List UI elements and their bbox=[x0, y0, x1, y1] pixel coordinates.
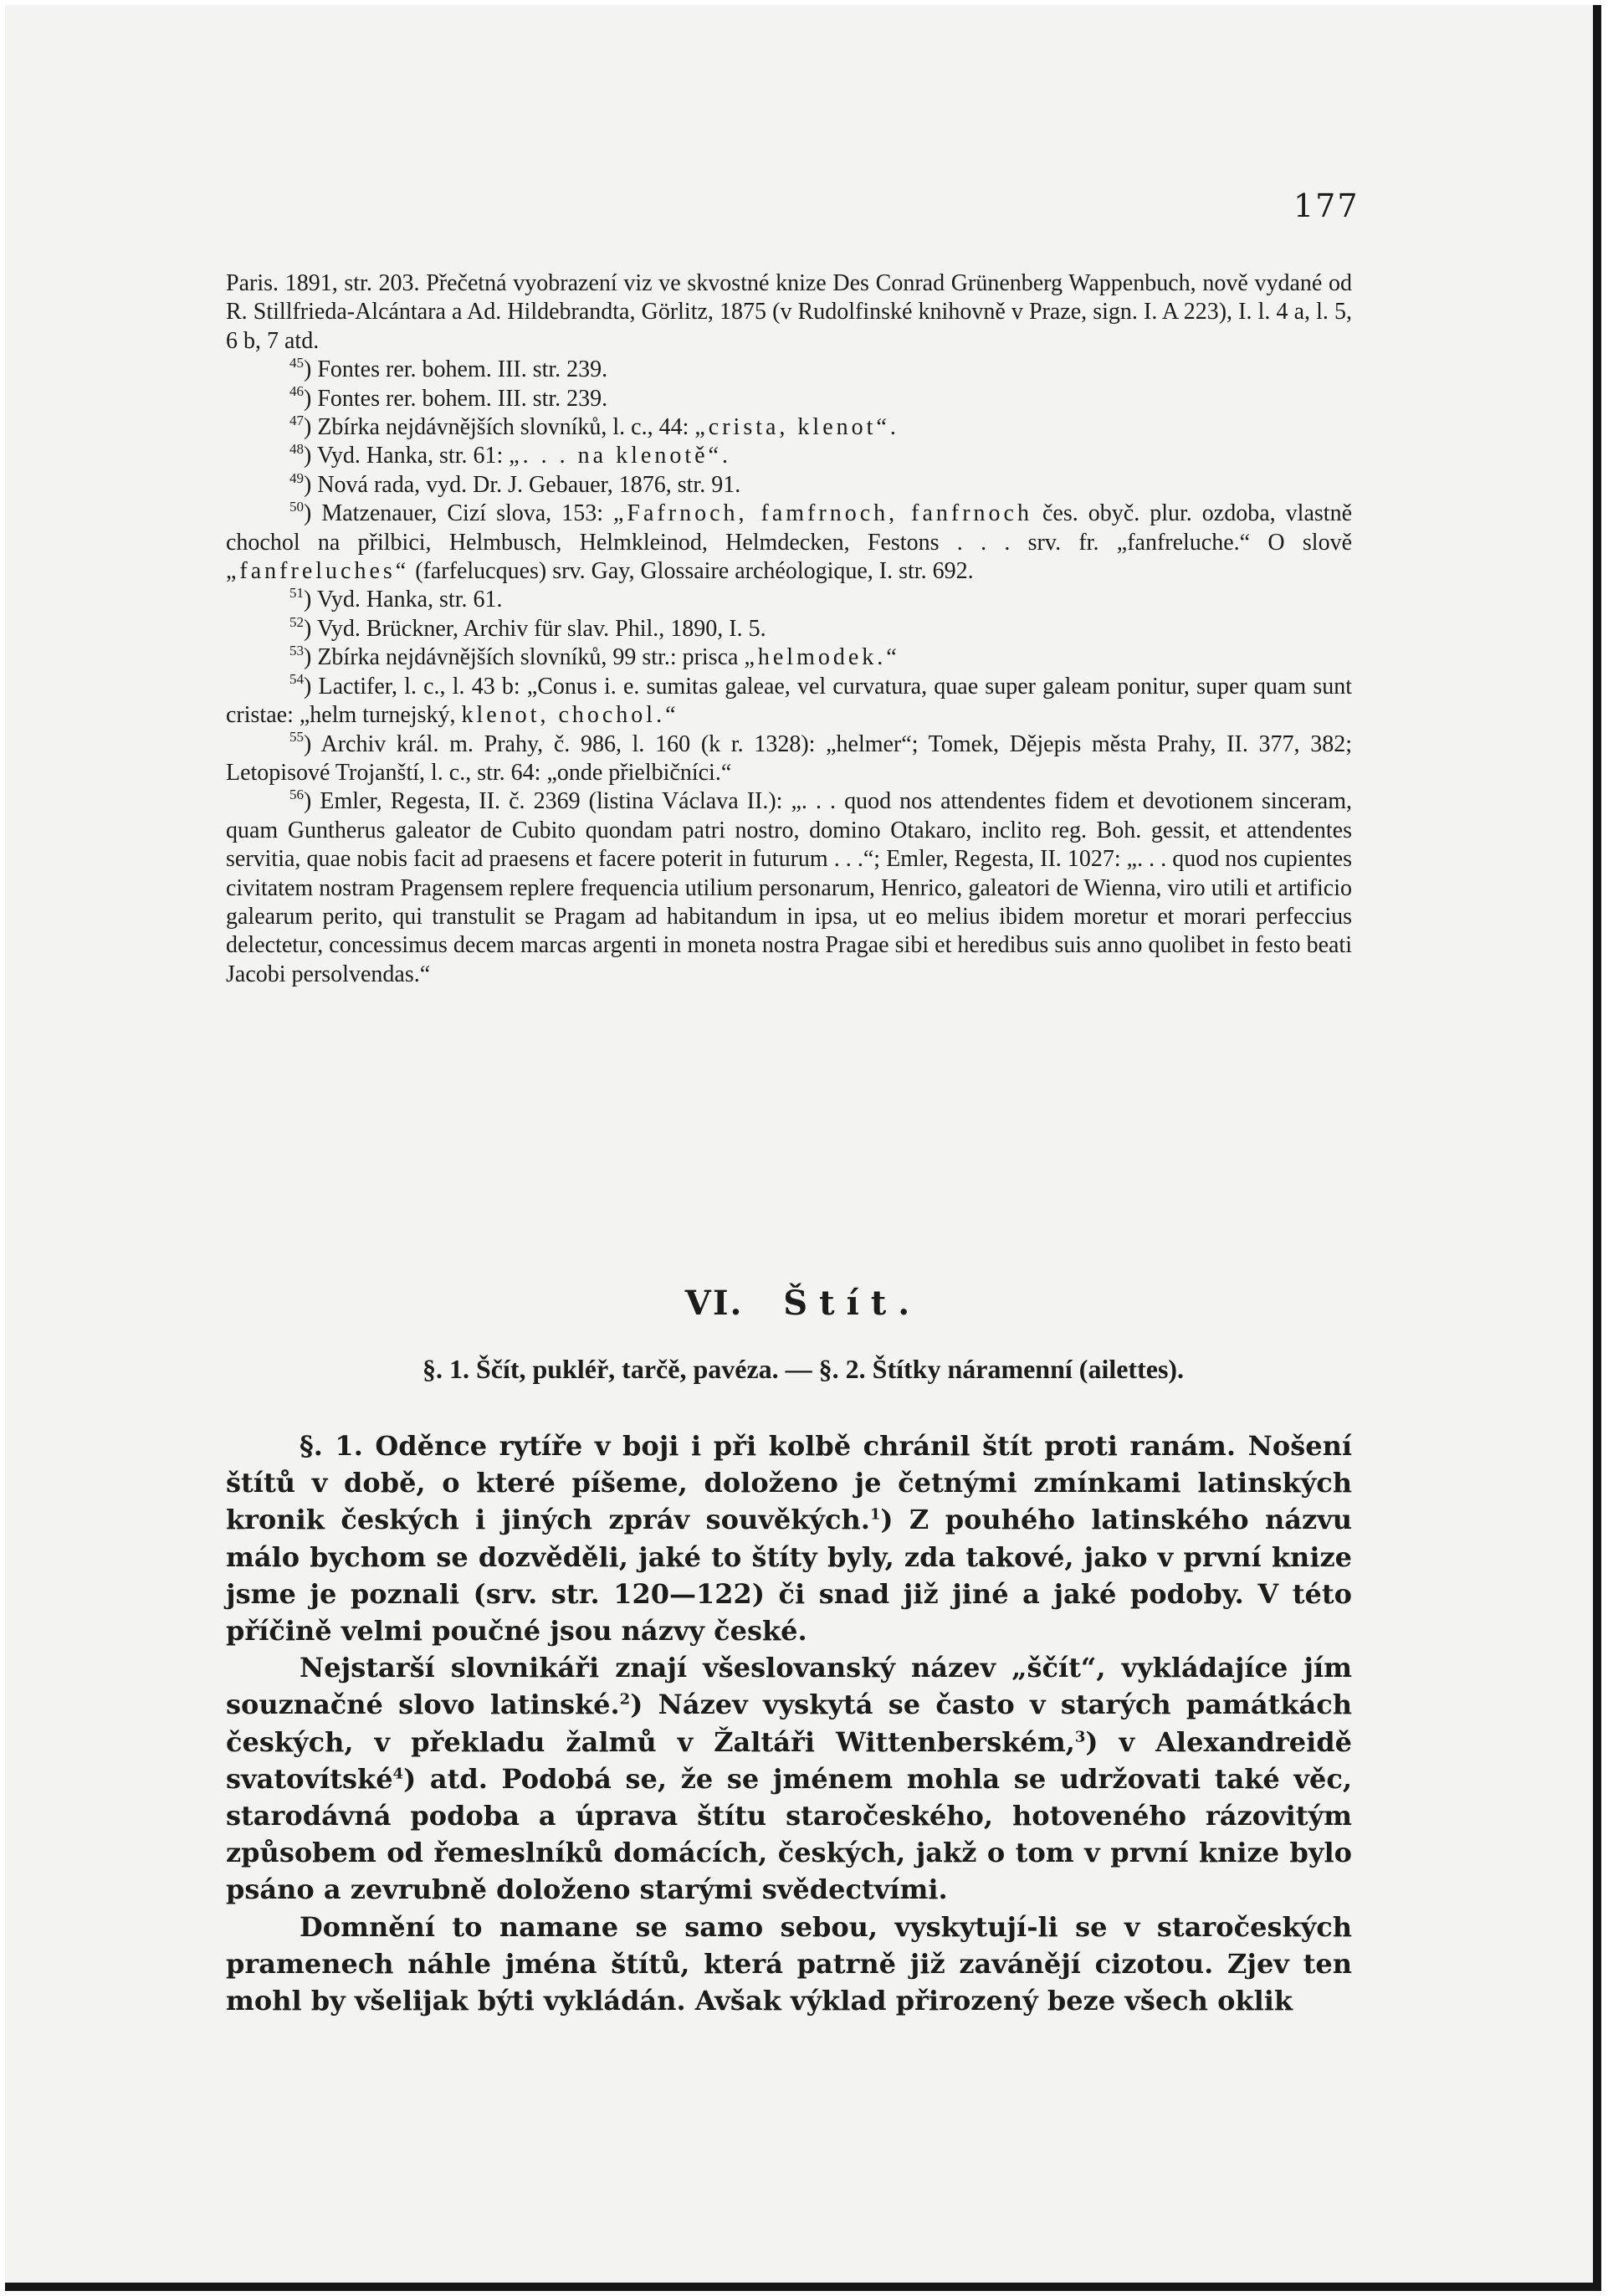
section-subheading: §. 1. Ščít, pukléř, tarčě, pavéza. — §. 2. Štítky náramenní (ailettes). bbox=[422, 1354, 1185, 1384]
footnote: $^{48}$) Vyd. Hanka, str. 61: „. . . na klenotě“. bbox=[289, 441, 728, 469]
footnote: $^{50}$) Matzenauer, Cizí slova, 153: „Fafrnoch, famfrnoch, fanfrnoch čes. obyč. plur. ozdoba, vlastně chochol na přilbici, Helmbusch, Helmkleinod, Helmdecken, Festons . . . srv. fr. „fanfreluche.“ O slově „fanfreluches“ (farfelucques) srv. Gay, Glossaire archéologique, I. str. 692. bbox=[226, 498, 1352, 585]
footnote: $^{46}$) Fontes rer. bohem. III. str. 239. bbox=[289, 383, 608, 412]
paragraph: Nejstarší slovnikáři znají všeslovanský název „ščít“, vykládajíce jím souznačné slovo latinské.$^2$) Název vyskytá se často v starých památkách českých, v překladu žalmů v Žaltáři Wittenberském,$^3$) v Alexandreidě svatovítské$^4$) atd. Podobá se, že se jménem mohla se udržovati také věc, starodávná podoba a úprava štítu staročeského, hotoveného rázovitým způsobem od řemeslníků domácích, českých, jakž o tom v první knize bylo psáno a zevrubně doloženo starými svědectvími. bbox=[226, 1652, 1352, 1906]
chapter-number: VI. bbox=[684, 1284, 744, 1323]
footnote: $^{56}$) Emler, Regesta, II. č. 2369 (listina Václava II.): „. . . quod nos attendentes fidem et devotionem sinceram, quam Guntherus galeator de Cubito quondam patri nostro, domino Otakaro, inclito reg. Boh. gessit, et attendentes servitia, quae nobis facit ad praesens et facere poterit in futurum . . .“; Emler, Regesta, II. 1027: „. . . quod nos cupientes civitatem nostram Pragensem replere frequencia utilium personarum, Henrico, galeatori de Wienna, viro utili et artificio galearum perito, qui transtulit se Pragam ad habitandum in ipsa, ut eo melius ibidem moretur et morari perfeccius delectetur, concessimus decem marcas argenti in moneta nostra Pragae sibi et heredibus suis anno quolibet in festo beati Jacobi persolvendas.“ bbox=[226, 786, 1352, 987]
chapter-title: Štít. bbox=[783, 1284, 922, 1323]
footnotes bbox=[226, 269, 1352, 989]
footnote: $^{52}$) Vyd. Brückner, Archiv für slav. Phil., 1890, I. 5. bbox=[289, 613, 766, 642]
footnote: $^{55}$) Archiv král. m. Prahy, č. 986, l. 160 (k r. 1328): „helmer“; Tomek, Dějepis města Prahy, II. 377, 382; Letopisové Trojanští, l. c., str. 64: „onde přielbičníci.“ bbox=[226, 729, 1352, 786]
footnote: $^{49}$) Nová rada, vyd. Dr. J. Gebauer, 1876, str. 91. bbox=[289, 469, 741, 498]
footnote: $^{51}$) Vyd. Hanka, str. 61. bbox=[289, 585, 503, 613]
paragraph: Domnění to namane se samo sebou, vyskytují-li se v staročeských pramenech náhle jména štítů, která patrně již zavánějí cizotou. Zjev ten mohl by všelijak býti vykládán. Avšak výklad přirozený beze všech oklik bbox=[226, 1910, 1352, 2017]
paragraph: §. 1. Oděnce rytíře v boji i při kolbě chránil štít proti ranám. Nošení štítů v době, o které píšeme, doloženo je četnými zmínkami latinských kronik českých i jiných zpráv souvěkých.$^1$) Z pouhého latinského názvu málo bychom se dozvěděli, jaké to štíty byly, zda takové, jako v první knize jsme je poznali (srv. str. 120—122) či snad již jiné a jaké podoby. V této příčině velmi poučné jsou názvy české. bbox=[226, 1430, 1352, 1648]
page-number: 177 bbox=[1293, 187, 1360, 224]
footnote: Paris. 1891, str. 203. Přečetná vyobrazení viz ve skvostné knize Des Conrad Grünenberg Wappenbuch, nově vydané od R. Stillfrieda-Alcántara a Ad. Hildebrandta, Görlitz, 1875 (v Rudolfinské knihovně v Praze, sign. I. A 223), I. l. 4 a, l. 5, 6 b, 7 atd. bbox=[226, 270, 1352, 354]
footnote: $^{53}$) Zbírka nejdávnějších slovníků, 99 str.: prisca „helmodek.“ bbox=[289, 642, 900, 671]
footnote: $^{47}$) Zbírka nejdávnějších slovníků, l. c., 44: „crista, klenot“. bbox=[289, 412, 896, 441]
chapter-heading bbox=[5, 1284, 1601, 1323]
footnote: $^{54}$) Lactifer, l. c., l. 43 b: „Conus i. e. sumitas galeae, vel curvatura, quae super galeam ponitur, super quam sunt cristae: „helm turnejský, klenot, chochol.“ bbox=[226, 671, 1352, 729]
body-text bbox=[226, 1427, 1352, 2019]
footnote: $^{45}$) Fontes rer. bohem. III. str. 239. bbox=[289, 354, 608, 383]
scanned-page bbox=[5, 5, 1601, 2291]
